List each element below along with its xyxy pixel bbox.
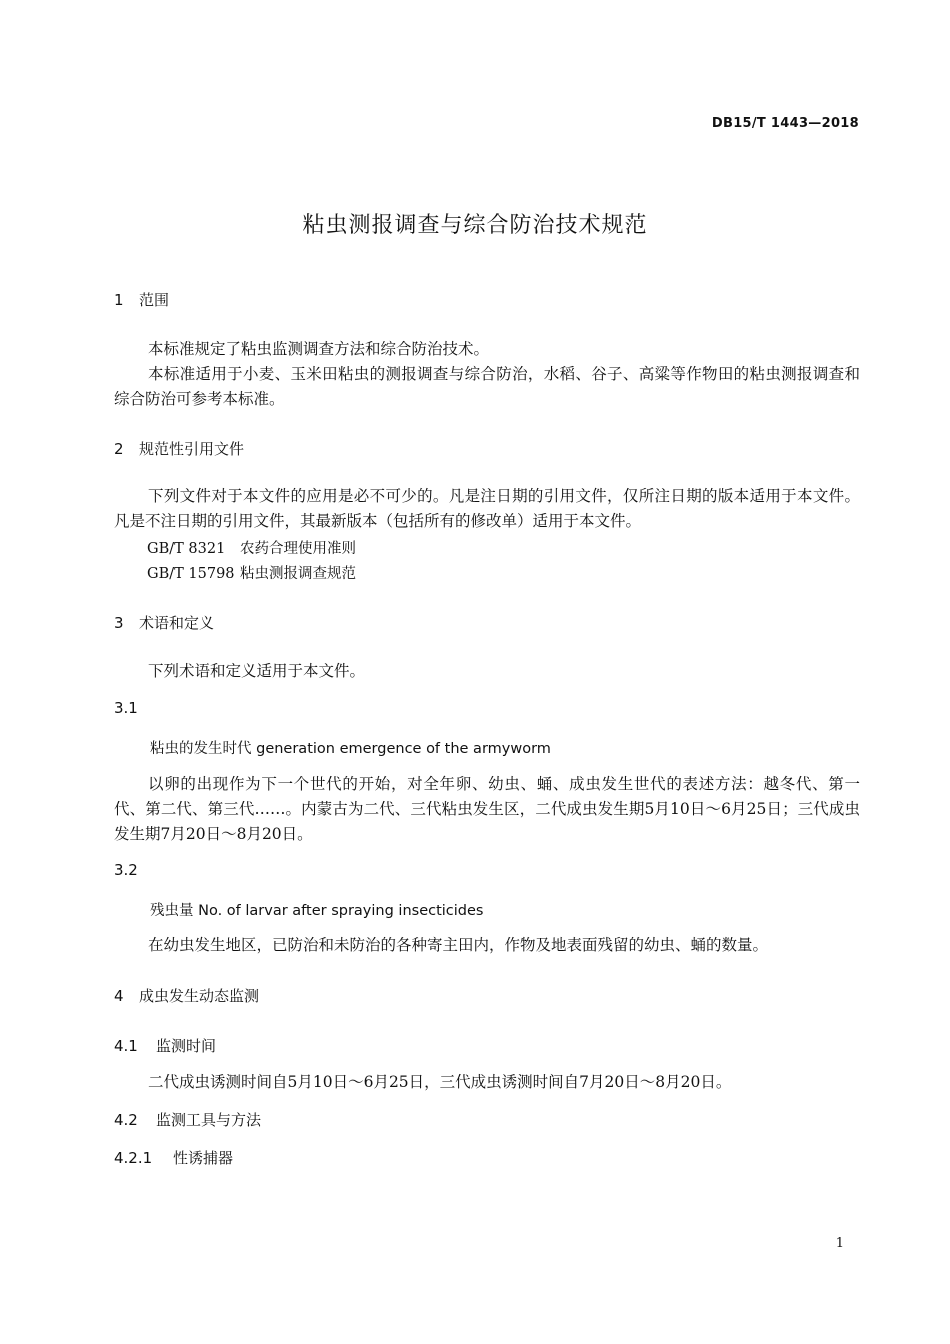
section-number: 4.1 [114,1037,138,1055]
section-number: 4.2 [114,1111,138,1129]
section-1-body [114,337,860,412]
paragraph: 在幼虫发生地区，已防治和未防治的各种寄主田内，作物及地表面残留的幼虫、蛹的数量。 [148,936,769,954]
paragraph: 本标准规定了粘虫监测调查方法和综合防治技术。 [148,340,490,358]
section-title: 监测时间 [156,1037,217,1055]
paragraph: 下列术语和定义适用于本文件。 [148,662,366,680]
section-title: 术语和定义 [139,614,215,632]
section-title: 成虫发生动态监测 [139,987,260,1005]
section-2-heading [114,438,244,459]
document-title: 粘虫测报调查与综合防治技术规范 [302,213,648,238]
page-number: 1 [835,1236,844,1251]
reference-code: GB/T 15798 [147,566,235,582]
section-number: 2 [114,440,124,458]
term-3-2-title: 残虫量 No. of larvar after spraying insecticides [150,903,484,919]
section-number: 4.2.1 [114,1149,153,1167]
term-3-2-number: 3.2 [114,861,138,879]
term-3-1-title: 粘虫的发生时代 generation emergence of the armyworm [150,741,551,757]
section-4-2-heading [114,1109,261,1130]
term-3-2-definition [114,933,860,958]
reference-item [147,537,356,558]
section-number: 4 [114,987,124,1005]
paragraph: 二代成虫诱测时间自5月10日～6月25日，三代成虫诱测时间自7月20日～8月20日。 [148,1073,732,1091]
section-3-heading [114,612,214,633]
section-number: 1 [114,291,124,309]
section-4-1-heading [114,1035,216,1056]
section-title: 范围 [139,291,170,309]
section-4-2-1-heading [114,1147,233,1168]
section-number: 3 [114,614,124,632]
paragraph: 以卵的出现作为下一个世代的开始，对全年卵、幼虫、蛹、成虫发生世代的表述方法：越冬代、第一代、第二代、第三代……。内蒙古为二代、三代粘虫发生区，二代成虫发生期5月10日～6月25日；三代成虫发生期7月20日～8月20日。 [114,775,860,843]
standard-code: DB15/T 1443—2018 [711,116,859,131]
section-1-heading [114,289,169,310]
reference-code: GB/T 8321 [147,541,226,557]
section-title: 规范性引用文件 [139,440,245,458]
section-2-body [114,484,860,534]
reference-item [147,562,356,583]
term-3-1-definition [114,772,860,847]
reference-name: 粘虫测报调查规范 [240,566,356,582]
paragraph: 本标准适用于小麦、玉米田粘虫的测报调查与综合防治，水稻、谷子、高粱等作物田的粘虫测报调查和综合防治可参考本标准。 [114,365,860,408]
section-4-1-body [114,1070,860,1095]
reference-name: 农药合理使用准则 [240,541,356,557]
section-3-body [114,659,860,684]
paragraph: 下列文件对于本文件的应用是必不可少的。凡是注日期的引用文件，仅所注日期的版本适用于本文件。凡是不注日期的引用文件，其最新版本（包括所有的修改单）适用于本文件。 [114,487,860,530]
section-title: 性诱捕器 [173,1149,234,1167]
section-4-heading [114,985,259,1006]
term-3-1-number: 3.1 [114,699,138,717]
section-title: 监测工具与方法 [156,1111,262,1129]
